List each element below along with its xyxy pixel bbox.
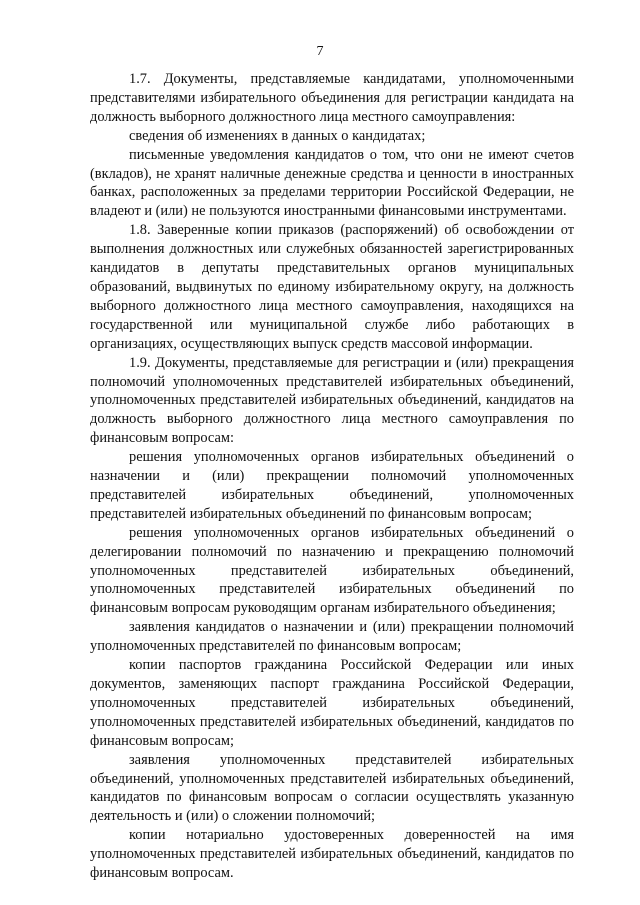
paragraph-delegation-decisions: решения уполномоченных органов избирательных объединений о делегировании полномочий по назначению и прекращению полномочий уполномоченных представителей избирательных объединений, уполномоченных представителей избирательных объединений по финансовым вопросам руководящим органам избирательного объединения;: [90, 524, 574, 617]
paragraph-foreign-accounts-notice: письменные уведомления кандидатов о том, что они не имеют счетов (вкладов), не хранят наличные денежные средства и ценности в иностранных банках, расположенных за пределами территории Российской Федерации, не владеют и (или) не пользуются иностранными финансовыми инструментами.: [90, 146, 574, 220]
paragraph-changes-info: сведения об изменениях в данных о кандидатах;: [129, 127, 426, 144]
page-number: 7: [316, 44, 324, 59]
paragraph-power-of-attorney: копии нотариально удостоверенных доверенностей на имя уполномоченных представителей избирательных объединений, кандидатов по финансовым вопросам.: [90, 827, 574, 882]
paragraph-1-8: 1.8. Заверенные копии приказов (распоряжений) об освобождении от выполнения должностных или служебных обязанностей зарегистрированных кандидатов в депутаты представительных органов муниципальных образований, выдвинутых по единому избирательному округу, на должность выборного должностного лица местного самоуправления, находящихся на государственной или муниципальной службе либо работающих в организациях, осуществляющих выпуск средств массовой информации.: [90, 222, 574, 352]
paragraph-passport-copies: копии паспортов гражданина Российской Федерации или иных документов, заменяющих паспорт гражданина Российской Федерации, уполномоченных представителей избирательных объединений, уполномоченных представителей избирательных объединений, кандидатов по финансовым вопросам;: [90, 657, 574, 749]
paragraph-appointment-decisions: решения уполномоченных органов избирательных объединений о назначении и (или) прекращении полномочий уполномоченных представителей избирательных объединений, уполномоченных представителей избирательных объединений по финансовым вопросам;: [90, 449, 574, 522]
paragraph-1-7: 1.7. Документы, представляемые кандидатами, уполномоченными представителями избирательного объединения для регистрации кандидата на должность выборного должностного лица местного самоуправления:: [90, 71, 574, 125]
paragraph-candidate-statements: заявления кандидатов о назначении и (или) прекращении полномочий уполномоченных представителей по финансовым вопросам;: [90, 619, 574, 655]
paragraph-representative-statements: заявления уполномоченных представителей избирательных объединений, уполномоченных представителей избирательных объединений, кандидатов по финансовым вопросам о согласии осуществлять указанную деятельность и (или) о сложении полномочий;: [90, 751, 574, 825]
paragraph-1-9: 1.9. Документы, представляемые для регистрации и (или) прекращения полномочий уполномоченных представителей избирательных объединений, уполномоченных представителей избирательных объединений, кандидатов на должность выборного должностного лица местного самоуправления по финансовым вопросам:: [90, 354, 574, 447]
document-body: [90, 70, 574, 883]
